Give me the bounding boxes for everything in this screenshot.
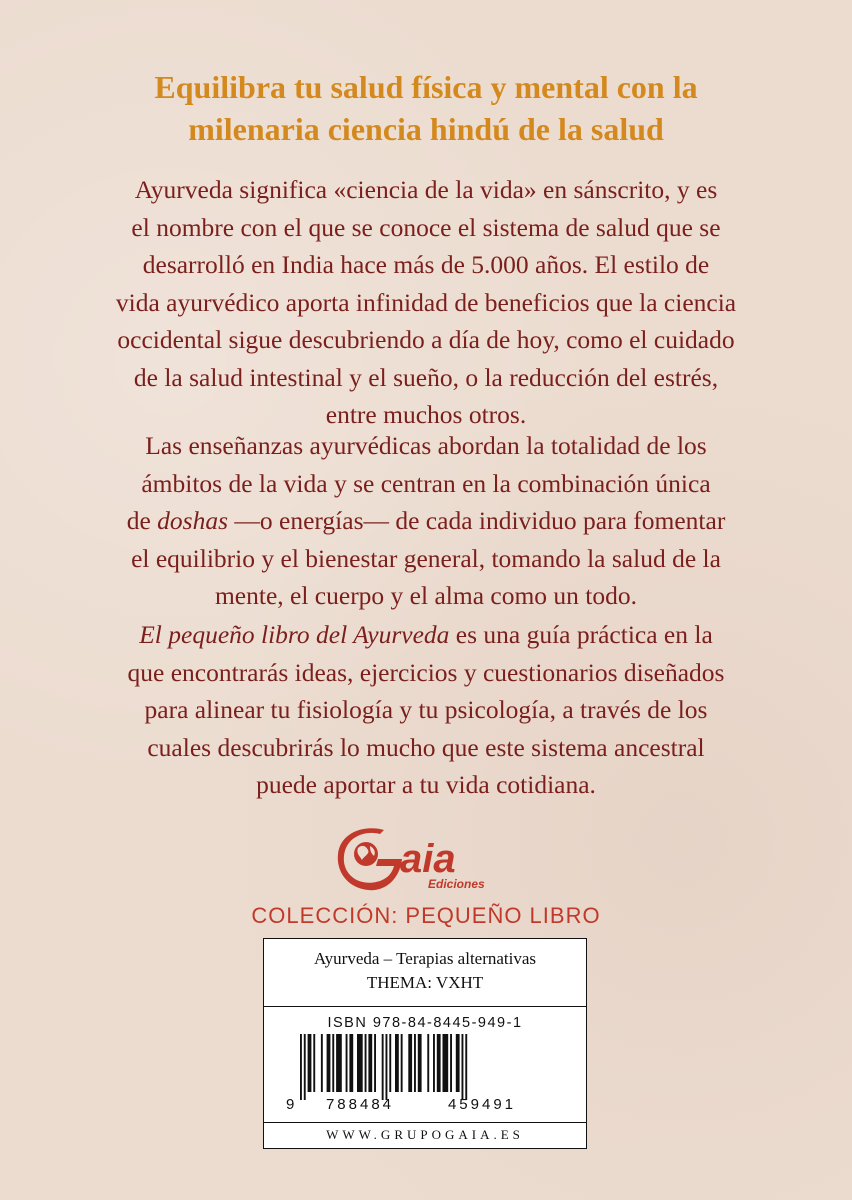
barcode-bar xyxy=(443,1034,449,1092)
paragraph-1-line: Ayurveda significa «ciencia de la vida» en sánscrito, y es xyxy=(134,175,718,204)
barcode-bar xyxy=(386,1034,388,1100)
thema-text: THEMA: VXHT xyxy=(366,973,484,992)
paragraph-3 xyxy=(0,616,852,804)
logo-text: aia xyxy=(400,837,456,881)
barcode-bar xyxy=(374,1034,376,1092)
collection-label: COLECCIÓN: PEQUEÑO LIBRO xyxy=(251,903,601,928)
text-span: —o energías— de cada individuo para fomentar xyxy=(228,506,726,535)
barcode-bar xyxy=(462,1034,464,1100)
category-text: Ayurveda – Terapias alternativas xyxy=(313,949,537,968)
paragraph-3-line xyxy=(0,616,852,654)
text-span: de xyxy=(126,506,158,535)
paragraph-2 xyxy=(0,427,852,615)
barcode-bar xyxy=(349,1034,353,1092)
gaia-logo-graphic xyxy=(336,826,516,898)
paragraph-1-line: desarrolló en India hace más de 5.000 años. El estilo de xyxy=(142,250,710,279)
paragraph-2-line: ámbitos de la vida y se centran en la combinación única xyxy=(141,468,711,498)
paragraph-3-line: cuales descubrirás lo mucho que este sistema ancestral xyxy=(147,732,705,762)
barcode-bar xyxy=(332,1034,334,1092)
barcode-bar xyxy=(368,1034,372,1092)
barcode-bar xyxy=(308,1034,312,1092)
isbn-text: ISBN 978-84-8445-949-1 xyxy=(327,1015,523,1031)
barcode-bar xyxy=(408,1034,412,1092)
barcode-bar xyxy=(395,1034,399,1092)
isbn-box xyxy=(263,938,587,1149)
paragraph-1-line: vida ayurvédico aporta infinidad de beneficios que la ciencia xyxy=(115,287,737,317)
paragraph-1 xyxy=(0,171,852,434)
website: WWW.GRUPOGAIA.ES xyxy=(264,1122,586,1148)
headline-line-2: milenaria ciencia hindú de la salud xyxy=(188,111,664,147)
paragraph-1-line: occidental sigue descubriendo a día de hoy, como el cuidado xyxy=(117,325,735,354)
paragraph-1-line: de la salud intestinal y el sueño, o la reducción del estrés, xyxy=(133,362,719,392)
book-title: El pequeño libro del Ayurveda xyxy=(139,620,450,649)
barcode-first-digit: 9 xyxy=(286,1096,295,1112)
headline xyxy=(0,66,852,150)
barcode-bar xyxy=(437,1034,441,1092)
barcode-bar xyxy=(456,1034,460,1092)
barcode-bar xyxy=(304,1034,306,1100)
barcode-bar xyxy=(465,1034,467,1100)
paragraph-3-line: para alinear tu fisiología y tu psicología, a través de los xyxy=(144,695,708,724)
barcode-bar xyxy=(418,1034,422,1092)
classification xyxy=(264,939,586,1007)
barcode-bar xyxy=(321,1034,323,1092)
barcode-bar xyxy=(401,1034,403,1092)
paragraph-3-line: puede aportar a tu vida cotidiana. xyxy=(256,770,596,799)
barcode xyxy=(282,1034,568,1112)
paragraph-2-line: mente, el cuerpo y el alma como un todo. xyxy=(214,581,638,610)
headline-line-1: Equilibra tu salud física y mental con la xyxy=(154,69,698,105)
gaia-logo xyxy=(336,826,516,898)
barcode-bar xyxy=(427,1034,429,1092)
paragraph-2-line: Las enseñanzas ayurvédicas abordan la totalidad de los xyxy=(145,431,707,460)
barcode-bar xyxy=(346,1034,348,1092)
barcode-bar xyxy=(336,1034,342,1092)
paragraph-3-line: que encontrarás ideas, ejercicios y cuestionarios diseñados xyxy=(127,657,725,687)
barcode-bar xyxy=(327,1034,331,1092)
barcode-bar xyxy=(313,1034,315,1092)
paragraph-1-line: entre muchos otros. xyxy=(325,400,527,429)
barcode-bar xyxy=(357,1034,363,1092)
doshas-term: doshas xyxy=(157,506,228,535)
barcode-bar xyxy=(433,1034,435,1092)
paragraph-2-line: el equilibrio y el bienestar general, tomando la salud de la xyxy=(131,543,721,573)
barcode-group-2: 459491 xyxy=(447,1096,517,1112)
barcode-group-1: 788484 xyxy=(325,1096,395,1112)
text-span: es una guía práctica en la xyxy=(449,620,713,649)
logo-subtext: Ediciones xyxy=(428,877,485,891)
barcode-bar xyxy=(382,1034,384,1100)
paragraph-1-line: el nombre con el que se conoce el sistema de salud que se xyxy=(131,212,721,242)
paragraph-2-line xyxy=(0,502,852,540)
barcode-bar xyxy=(365,1034,367,1092)
barcode-bar xyxy=(450,1034,452,1092)
barcode-bar xyxy=(389,1034,391,1092)
barcode-bars xyxy=(300,1034,467,1100)
barcode-bar xyxy=(300,1034,302,1100)
barcode-bar xyxy=(414,1034,416,1092)
